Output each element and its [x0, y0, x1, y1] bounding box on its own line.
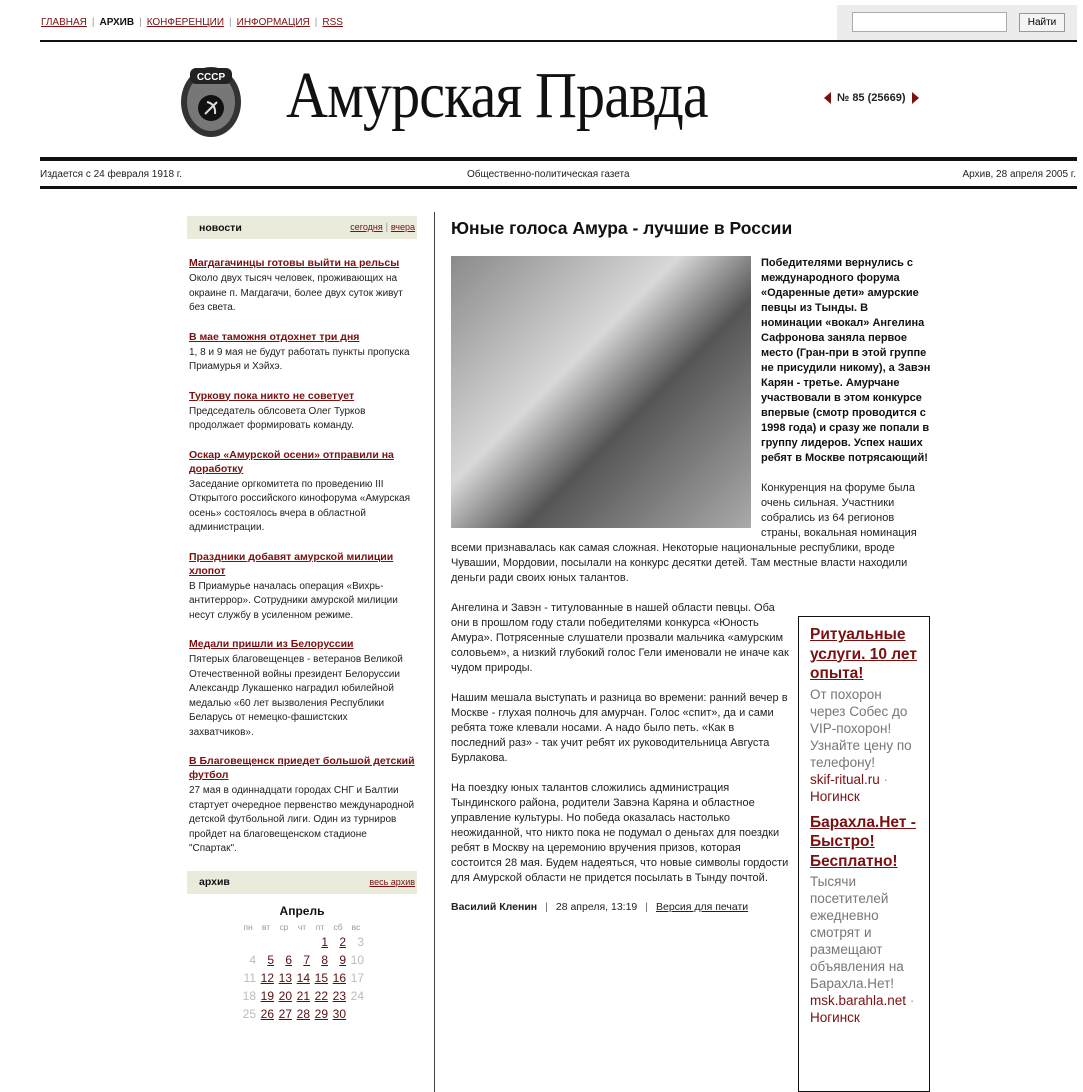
prev-issue-icon[interactable]: [824, 92, 831, 104]
calendar-day-link[interactable]: 19: [260, 988, 274, 1003]
news-item: [189, 389, 415, 434]
news-headline[interactable]: Оскар «Амурской осени» отправили на доработку: [189, 448, 394, 475]
calendar-day: [347, 1005, 365, 1023]
nav-conferences[interactable]: КОНФЕРЕНЦИИ: [146, 17, 225, 28]
article-paragraph: На поездку юных талантов сложились администрация Тындинского района, родители Завэна Каряна и областное управление культуры. Но победа оказалась настолько неожиданной, что никто пока не подумал о деньгах для поездки ребят в Москву на церемонию вручения призов, которая состоится 28 мая. Будем надеяться, что новые символы гордости для Амурской области не придется посылать в Тынду почтой.: [451, 782, 789, 884]
ussr-order-logo: [178, 62, 244, 138]
issue-number: № 85 (25669): [837, 92, 906, 104]
calendar-day: 10: [350, 952, 364, 967]
yesterday-link[interactable]: вчера: [390, 222, 415, 232]
news-headline[interactable]: В Благовещенск приедет большой детский футбол: [189, 755, 415, 781]
print-version-link[interactable]: Версия для печати: [655, 901, 749, 913]
calendar-day-link[interactable]: 20: [278, 988, 292, 1003]
byline: Василий Кленин | 28 апреля, 13:19 | Версия для печати: [451, 901, 749, 913]
calendar-day-link[interactable]: 16: [332, 970, 346, 985]
calendar-day-link[interactable]: 8: [321, 952, 328, 967]
calendar-day-link[interactable]: 7: [303, 952, 310, 967]
divider: [40, 157, 1077, 161]
news-summary: Пятерых благовещенцев - ветеранов Великой Отечественной войны президент Белоруссии Александр Лукашенко наградил юбилейной медалью «60 лет вызволения Республики Беларусь от немецко-фашистских захватчиков».: [189, 654, 403, 738]
news-summary: 27 мая в одиннадцати городах СНГ и Балтии стартует очередное первенство международной детской футбольной лиги. Один из турниров пройдет на благовещенском стадионе "Спартак".: [189, 785, 415, 854]
calendar-day: [257, 933, 275, 951]
news-headline[interactable]: Праздники добавят амурской милиции хлопот: [189, 550, 394, 577]
calendar-day-link[interactable]: 5: [267, 952, 274, 967]
news-sidebar: [187, 216, 417, 1023]
calendar-day: 17: [350, 970, 364, 985]
weekday-label: чт: [297, 921, 307, 932]
calendar-day-link[interactable]: 27: [278, 1006, 292, 1021]
news-item: [189, 637, 415, 740]
nav-archive-active: АРХИВ: [99, 17, 135, 28]
issue-nav: [824, 92, 919, 104]
ad-title[interactable]: Ритуальные услуги. 10 лет опыта!: [810, 626, 917, 682]
nav-rss[interactable]: RSS: [322, 17, 343, 28]
calendar-day: [275, 933, 293, 951]
ad-title[interactable]: Барахла.Нет - Быстро! Бесплатно!: [810, 813, 916, 870]
divider: [40, 40, 1077, 42]
archive-box: [187, 871, 417, 1023]
next-issue-icon[interactable]: [912, 92, 919, 104]
search-input[interactable]: [852, 12, 1007, 32]
calendar-day-link[interactable]: 1: [321, 934, 328, 949]
weekday-label: вт: [261, 921, 271, 932]
author: Василий Кленин: [451, 901, 538, 913]
news-item: [189, 754, 415, 857]
calendar-day-link[interactable]: 30: [332, 1006, 346, 1021]
news-item: [189, 330, 415, 375]
divider: [40, 186, 1077, 189]
calendar-day-link[interactable]: 23: [332, 988, 346, 1003]
calendar-day-link[interactable]: 13: [278, 970, 292, 985]
ad-link[interactable]: msk.barahla.net: [810, 993, 907, 1008]
weekday-label: ср: [279, 921, 289, 932]
calendar-day-link[interactable]: 28: [296, 1006, 310, 1021]
calendar-day-link[interactable]: 26: [260, 1006, 274, 1021]
news-headline[interactable]: Магдагачинцы готовы выйти на рельсы: [189, 257, 400, 269]
news-summary: Председатель облсовета Олег Турков продолжает формировать команду.: [189, 405, 366, 431]
search-box: [837, 5, 1077, 41]
article-title: Юные голоса Амура - лучшие в России: [451, 218, 793, 238]
calendar-month: Апрель: [279, 903, 325, 918]
ad-link[interactable]: skif-ritual.ru: [810, 771, 880, 787]
column-divider: [434, 212, 435, 1092]
article-paragraph: Ангелина и Завэн - титулованные в нашей области певцы. Оба они в прошлом году стали победителями конкурса «Юность Амура». Потрясенные слушатели прозвали мальчика «амурским соловьем», а низкий глубокий голос Гели именовали не иначе как чудом природы.: [451, 602, 789, 674]
ad-text: Тысячи посетителей ежедневно смотрят и размещают объявления на Барахла.Нет!: [810, 874, 904, 991]
article-paragraph-rest: Участники собрались из 64 регионов страны, вокальная номинация всеми признавалась как самая сложная. Некоторые национальные республики, вроде Чувашии, Мордовии, посылали на конкурс десятки детей. Там местные власти находили деньги ради своих юных талантов.: [451, 497, 917, 584]
calendar-day-link[interactable]: 21: [296, 988, 310, 1003]
article-date: 28 апреля, 13:19: [555, 901, 638, 913]
calendar-day: [239, 933, 257, 951]
calendar-day-link[interactable]: 15: [314, 970, 328, 985]
news-headline[interactable]: Туркову пока никто не советует: [189, 389, 355, 402]
ad-text: От похорон через Собес до VIP-похорон! Узнайте цену по телефону!: [810, 686, 912, 770]
article-paragraph: Нашим мешала выступать и разница во времени: ранний вечер в Москве - глухая полночь для амурчан. Голос «спит», да и сами ребята тоже клевали носами. А надо было петь. «Как в последний раз» - так учит ребят их руководительница Августа Бурлакова.: [451, 692, 788, 764]
founded-text: Издается с 24 февраля 1918 г.: [40, 169, 183, 180]
news-headline[interactable]: Медали пришли из Белоруссии: [189, 638, 354, 650]
archive-date: Архив, 28 апреля 2005 г.: [962, 169, 1076, 180]
news-summary: Около двух тысяч человек, проживающих на окраине п. Магдагачи, более двух суток живут без света.: [189, 273, 403, 313]
news-header: новости сегодня | вчера: [187, 216, 417, 239]
news-list: [189, 256, 415, 857]
ad-box: Ритуальные услуги. 10 лет опыта! От похорон через Собес до VIP-похорон! Узнайте цену по телефону! skif-ritual.ru · Ногинск Барахла.Нет - Быстро! Бесплатно! Тысячи посетителей ежедневно смотрят и размещают объявления на Барахла.Нет! msk.barahla.net · Ногинск: [798, 616, 930, 1092]
masthead-title: Амурская Правда: [286, 59, 708, 132]
news-item: [189, 256, 415, 316]
weekday-label: пн: [243, 921, 253, 932]
news-item: [189, 550, 415, 624]
archive-title: архив: [199, 876, 230, 888]
calendar-day-link[interactable]: 12: [260, 970, 274, 985]
all-archive-link[interactable]: весь архив: [369, 877, 415, 887]
archive-header: [187, 871, 417, 894]
tagline: Общественно-политическая газета: [467, 169, 630, 180]
nav-home[interactable]: ГЛАВНАЯ: [41, 17, 87, 28]
article-photo: [451, 256, 751, 528]
today-link[interactable]: сегодня: [350, 222, 383, 232]
calendar-day: 24: [350, 988, 364, 1003]
search-button[interactable]: Найти: [1019, 13, 1065, 32]
calendar-day: 25: [242, 1006, 256, 1021]
weekday-label: сб: [333, 921, 343, 932]
article-lead: Победителями вернулись с международного форума «Одаренные дети» амурские певцы из Тынды. В номинации «вокал» Ангелина Сафронова заняла первое место (Гран-при в этой группе не присудили никому), а Завэн Карян - третье. Амурчане участвовали в этом конкурсе впервые (смотр проводится с 1998 года) и сразу же попали в группу лидеров. Успех наших ребят в Москве потрясающий!: [761, 257, 931, 464]
calendar-day: 3: [357, 934, 364, 949]
calendar-day: 11: [243, 970, 256, 985]
news-title: новости: [199, 221, 242, 234]
news-summary: 1, 8 и 9 мая не будут работать пункты пропуска Приамурья и Хэйхэ.: [189, 346, 410, 372]
calendar-day: 18: [242, 988, 256, 1003]
news-item: [189, 448, 415, 536]
calendar-day: [293, 933, 311, 951]
calendar-day-link[interactable]: 29: [314, 1006, 328, 1021]
calendar: [238, 904, 366, 1023]
ad-city: Ногинск: [810, 788, 860, 804]
weekday-label: вс: [351, 921, 361, 932]
news-summary: В Приамурье началась операция «Вихрь-антитеррор». Сотрудники амурской милиции несут службу в усиленном режиме.: [189, 580, 398, 621]
top-nav: ГЛАВНАЯ | АРХИВ | КОНФЕРЕНЦИИ | ИНФОРМАЦИЯ | RSS: [41, 17, 343, 28]
news-summary: Заседание оргкомитета по проведению III Открытого российского кинофорума «Амурская осень» состоялось вчера в областной администрации.: [189, 478, 411, 533]
article-paragraph-start: Конкуренция на форуме была очень сильная.: [761, 482, 915, 509]
weekday-label: пт: [315, 921, 325, 932]
calendar-day-link[interactable]: 9: [339, 952, 346, 967]
calendar-day-link[interactable]: 22: [314, 988, 328, 1003]
news-headline[interactable]: В мае таможня отдохнет три дня: [189, 330, 360, 343]
calendar-day-link[interactable]: 2: [339, 934, 346, 949]
nav-info[interactable]: ИНФОРМАЦИЯ: [236, 17, 310, 28]
calendar-day: 4: [249, 952, 256, 967]
ad-city: Ногинск: [810, 1010, 860, 1025]
svg-text:СССР: СССР: [196, 72, 226, 83]
calendar-day-link[interactable]: 14: [296, 970, 310, 985]
calendar-day-link[interactable]: 6: [285, 952, 292, 967]
